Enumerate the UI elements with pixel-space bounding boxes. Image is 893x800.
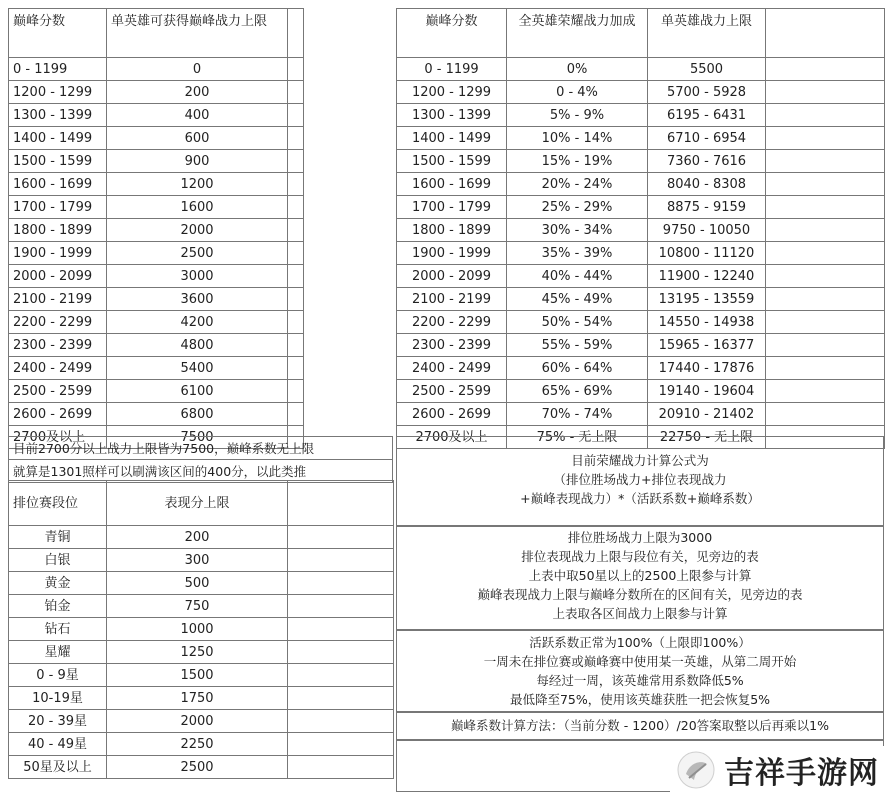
power-bonus-cell: 30% - 34% <box>507 219 648 242</box>
empty-cell <box>766 9 885 58</box>
power-bonus-cell: 15% - 19% <box>507 150 648 173</box>
empty-cell <box>766 380 885 403</box>
formula-box <box>396 436 884 526</box>
score-range-cell: 1500 - 1599 <box>9 150 107 173</box>
empty-cell <box>766 242 885 265</box>
score-range-cell: 0 - 1199 <box>9 58 107 81</box>
power-limit-cell: 1600 <box>107 196 288 219</box>
table-row <box>9 380 304 403</box>
table-row <box>9 265 304 288</box>
score-limit-cell: 300 <box>107 549 288 572</box>
rank-table <box>8 480 394 779</box>
empty-cell <box>288 481 394 526</box>
empty-cell <box>288 265 304 288</box>
power-limit-cell: 3000 <box>107 265 288 288</box>
hero-limit-cell: 8040 - 8308 <box>648 173 766 196</box>
table-row <box>9 403 304 426</box>
table-row <box>9 572 394 595</box>
power-bonus-cell: 60% - 64% <box>507 357 648 380</box>
power-bonus-cell: 55% - 59% <box>507 334 648 357</box>
power-bonus-cell: 25% - 29% <box>507 196 648 219</box>
hero-limit-cell: 17440 - 17876 <box>648 357 766 380</box>
power-bonus-cell: 75% - 无上限 <box>507 426 648 449</box>
power-limit-cell: 2000 <box>107 219 288 242</box>
table-row <box>9 150 304 173</box>
score-range-cell: 1800 - 1899 <box>9 219 107 242</box>
score-range-cell: 2100 - 2199 <box>9 288 107 311</box>
power-limit-cell: 400 <box>107 104 288 127</box>
score-limit-cell: 1000 <box>107 618 288 641</box>
peak-formula-text: 巅峰系数计算方法：（当前分数 - 1200）/20答案取整以后再乘以1% <box>451 718 829 733</box>
score-range-cell: 0 - 1199 <box>397 58 507 81</box>
table-row <box>397 81 885 104</box>
explain-line: 巅峰表现战力上限与巅峰分数所在的区间有关，见旁边的表 <box>477 587 803 602</box>
empty-cell <box>766 58 885 81</box>
table-row <box>9 549 394 572</box>
power-bonus-cell: 40% - 44% <box>507 265 648 288</box>
hero-limit-cell: 22750 - 无上限 <box>648 426 766 449</box>
score-range-cell: 1500 - 1599 <box>397 150 507 173</box>
table-row <box>9 288 304 311</box>
score-range-cell: 2000 - 2099 <box>397 265 507 288</box>
empty-cell <box>288 595 394 618</box>
score-range-cell: 2500 - 2599 <box>397 380 507 403</box>
table-row <box>397 242 885 265</box>
power-limit-cell: 3600 <box>107 288 288 311</box>
empty-cell <box>288 104 304 127</box>
score-range-cell: 2300 - 2399 <box>9 334 107 357</box>
empty-cell <box>766 150 885 173</box>
table-row <box>9 687 394 710</box>
hero-limit-cell: 6710 - 6954 <box>648 127 766 150</box>
note-line: 目前2700分以上战力上限皆为7500，巅峰系数无上限 <box>9 437 393 460</box>
active-coefficient-box <box>396 630 884 712</box>
header-cell: 单英雄战力上限 <box>648 9 766 58</box>
empty-cell <box>288 618 394 641</box>
empty-cell <box>766 334 885 357</box>
empty-cell <box>766 196 885 219</box>
score-range-cell: 2100 - 2199 <box>397 288 507 311</box>
score-range-cell: 1200 - 1299 <box>9 81 107 104</box>
score-range-cell: 1400 - 1499 <box>9 127 107 150</box>
rank-tier-cell: 铂金 <box>9 595 107 618</box>
hero-limit-cell: 6195 - 6431 <box>648 104 766 127</box>
active-line: 最低降至75%，使用该英雄获胜一把会恢复5% <box>509 692 771 707</box>
power-bonus-cell: 10% - 14% <box>507 127 648 150</box>
score-range-cell: 1800 - 1899 <box>397 219 507 242</box>
active-line: 一周未在排位赛或巅峰赛中使用某一英雄，从第二周开始 <box>483 654 797 669</box>
empty-cell <box>766 127 885 150</box>
site-logo-icon <box>676 750 716 790</box>
explain-line: 上表取各区间战力上限参与计算 <box>552 606 728 621</box>
table-row <box>9 526 394 549</box>
hero-limit-cell: 14550 - 14938 <box>648 311 766 334</box>
empty-cell <box>288 242 304 265</box>
table-header-row <box>9 481 394 526</box>
empty-cell <box>288 58 304 81</box>
power-limit-cell: 4200 <box>107 311 288 334</box>
power-bonus-cell: 70% - 74% <box>507 403 648 426</box>
header-cell: 巅峰分数 <box>397 9 507 58</box>
score-range-cell: 1400 - 1499 <box>397 127 507 150</box>
table-row <box>9 311 304 334</box>
table-row <box>397 311 885 334</box>
empty-cell <box>766 265 885 288</box>
power-limit-cell: 5400 <box>107 357 288 380</box>
table-row <box>9 219 304 242</box>
table-row <box>9 58 304 81</box>
note-line: 就算是1301照样可以刷满该区间的400分，以此类推 <box>9 460 393 483</box>
hero-limit-cell: 13195 - 13559 <box>648 288 766 311</box>
peak-coefficient-box <box>396 712 884 740</box>
empty-cell <box>288 572 394 595</box>
score-range-cell: 1900 - 1999 <box>9 242 107 265</box>
table-row <box>9 710 394 733</box>
score-limit-cell: 1250 <box>107 641 288 664</box>
table-row <box>397 196 885 219</box>
table-row <box>9 334 304 357</box>
score-range-cell: 1200 - 1299 <box>397 81 507 104</box>
score-range-cell: 2400 - 2499 <box>397 357 507 380</box>
power-bonus-cell: 50% - 54% <box>507 311 648 334</box>
table-row <box>397 265 885 288</box>
empty-cell <box>288 756 394 779</box>
active-line: 每经过一周，该英雄常用系数降低5% <box>536 673 744 688</box>
power-limit-cell: 600 <box>107 127 288 150</box>
rank-tier-cell: 50星及以上 <box>9 756 107 779</box>
hero-limit-cell: 5700 - 5928 <box>648 81 766 104</box>
table-row <box>9 733 394 756</box>
table-row <box>397 104 885 127</box>
empty-cell <box>288 357 304 380</box>
score-limit-cell: 2250 <box>107 733 288 756</box>
formula-line: 目前荣耀战力计算公式为 <box>571 453 709 468</box>
score-range-cell: 2600 - 2699 <box>9 403 107 426</box>
formula-line: （排位胜场战力+排位表现战力 <box>553 472 727 487</box>
table-row <box>9 173 304 196</box>
score-range-cell: 2400 - 2499 <box>9 357 107 380</box>
empty-cell <box>288 81 304 104</box>
score-range-cell: 2000 - 2099 <box>9 265 107 288</box>
empty-cell <box>288 664 394 687</box>
empty-cell <box>766 403 885 426</box>
power-bonus-cell: 5% - 9% <box>507 104 648 127</box>
table-row <box>397 150 885 173</box>
power-limit-cell: 900 <box>107 150 288 173</box>
score-range-cell: 1900 - 1999 <box>397 242 507 265</box>
empty-cell <box>766 311 885 334</box>
formula-line: +巅峰表现战力）*（活跃系数+巅峰系数） <box>520 491 760 506</box>
score-range-cell: 2700及以上 <box>397 426 507 449</box>
power-limit-cell: 6100 <box>107 380 288 403</box>
table-row <box>397 357 885 380</box>
empty-cell <box>766 173 885 196</box>
empty-cell <box>288 549 394 572</box>
empty-cell <box>288 127 304 150</box>
hero-limit-cell: 15965 - 16377 <box>648 334 766 357</box>
power-bonus-cell: 65% - 69% <box>507 380 648 403</box>
score-range-cell: 1300 - 1399 <box>397 104 507 127</box>
empty-cell <box>288 403 304 426</box>
score-range-cell: 2200 - 2299 <box>397 311 507 334</box>
empty-cell <box>288 150 304 173</box>
score-range-cell: 1300 - 1399 <box>9 104 107 127</box>
table-header-row <box>9 9 304 58</box>
score-range-cell: 2700及以上 <box>9 426 107 449</box>
power-limit-cell: 200 <box>107 81 288 104</box>
empty-cell <box>288 196 304 219</box>
power-bonus-cell: 0% <box>507 58 648 81</box>
hero-limit-cell: 20910 - 21402 <box>648 403 766 426</box>
empty-cell <box>766 288 885 311</box>
power-limit-cell: 4800 <box>107 334 288 357</box>
rank-tier-cell: 青铜 <box>9 526 107 549</box>
empty-cell <box>288 710 394 733</box>
table-row <box>397 288 885 311</box>
table-row <box>9 242 304 265</box>
score-range-cell: 1600 - 1699 <box>397 173 507 196</box>
empty-cell <box>766 104 885 127</box>
table-row <box>397 334 885 357</box>
rank-tier-cell: 0 - 9星 <box>9 664 107 687</box>
rank-tier-cell: 星耀 <box>9 641 107 664</box>
hero-limit-cell: 10800 - 11120 <box>648 242 766 265</box>
rank-tier-cell: 20 - 39星 <box>9 710 107 733</box>
power-limit-cell: 7500 <box>107 426 288 449</box>
table-row <box>397 403 885 426</box>
empty-cell <box>288 526 394 549</box>
empty-cell <box>766 219 885 242</box>
power-bonus-cell: 0 - 4% <box>507 81 648 104</box>
score-limit-cell: 1750 <box>107 687 288 710</box>
table-row <box>397 219 885 242</box>
header-cell: 巅峰分数 <box>9 9 107 58</box>
score-limit-cell: 1500 <box>107 664 288 687</box>
hero-limit-cell: 5500 <box>648 58 766 81</box>
score-range-cell: 2600 - 2699 <box>397 403 507 426</box>
hero-limit-cell: 8875 - 9159 <box>648 196 766 219</box>
explain-line: 排位胜场战力上限为3000 <box>567 530 713 545</box>
power-limit-cell: 6800 <box>107 403 288 426</box>
score-limit-cell: 200 <box>107 526 288 549</box>
score-range-cell: 2300 - 2399 <box>397 334 507 357</box>
table-row <box>9 104 304 127</box>
power-limit-cell: 0 <box>107 58 288 81</box>
header-cell: 全英雄荣耀战力加成 <box>507 9 648 58</box>
rank-tier-cell: 10-19星 <box>9 687 107 710</box>
empty-cell <box>288 687 394 710</box>
empty-cell <box>288 219 304 242</box>
table-header-row <box>397 9 885 58</box>
table-row <box>9 196 304 219</box>
table-row <box>9 127 304 150</box>
hero-limit-cell: 7360 - 7616 <box>648 150 766 173</box>
empty-cell <box>288 173 304 196</box>
table-row <box>9 81 304 104</box>
power-limit-cell: 2500 <box>107 242 288 265</box>
hero-limit-cell: 9750 - 10050 <box>648 219 766 242</box>
rank-tier-cell: 黄金 <box>9 572 107 595</box>
notes-table <box>8 436 393 483</box>
rank-tier-cell: 40 - 49星 <box>9 733 107 756</box>
table-row <box>9 595 394 618</box>
peak-score-table <box>8 8 304 449</box>
table-row <box>9 641 394 664</box>
empty-cell <box>288 641 394 664</box>
table-row <box>397 380 885 403</box>
table-row <box>9 618 394 641</box>
table-row <box>9 664 394 687</box>
power-bonus-cell: 45% - 49% <box>507 288 648 311</box>
rank-tier-cell: 白银 <box>9 549 107 572</box>
table-row <box>397 127 885 150</box>
score-limit-cell: 2500 <box>107 756 288 779</box>
table-row <box>9 357 304 380</box>
empty-cell <box>288 334 304 357</box>
table-row <box>397 58 885 81</box>
rank-tier-cell: 钻石 <box>9 618 107 641</box>
score-range-cell: 1600 - 1699 <box>9 173 107 196</box>
watermark <box>670 746 885 794</box>
header-cell: 排位赛段位 <box>9 481 107 526</box>
score-range-cell: 2200 - 2299 <box>9 311 107 334</box>
hero-power-table <box>396 8 885 449</box>
table-row <box>397 173 885 196</box>
header-cell: 表现分上限 <box>107 481 288 526</box>
score-limit-cell: 2000 <box>107 710 288 733</box>
empty-cell <box>288 380 304 403</box>
table-row <box>9 756 394 779</box>
explain-box <box>396 526 884 630</box>
empty-cell <box>288 733 394 756</box>
power-limit-cell: 1200 <box>107 173 288 196</box>
score-limit-cell: 750 <box>107 595 288 618</box>
hero-limit-cell: 11900 - 12240 <box>648 265 766 288</box>
score-limit-cell: 500 <box>107 572 288 595</box>
explain-line: 排位表现战力上限与段位有关，见旁边的表 <box>521 549 759 564</box>
explain-line: 上表中取50星以上的2500上限参与计算 <box>528 568 752 583</box>
watermark-text: 吉祥手游网 <box>724 756 879 791</box>
empty-cell <box>288 9 304 58</box>
empty-cell <box>766 357 885 380</box>
empty-cell <box>288 288 304 311</box>
score-range-cell: 2500 - 2599 <box>9 380 107 403</box>
empty-cell <box>288 311 304 334</box>
power-bonus-cell: 35% - 39% <box>507 242 648 265</box>
score-range-cell: 1700 - 1799 <box>9 196 107 219</box>
header-cell: 单英雄可获得巅峰战力上限 <box>107 9 288 58</box>
power-bonus-cell: 20% - 24% <box>507 173 648 196</box>
score-range-cell: 1700 - 1799 <box>397 196 507 219</box>
hero-limit-cell: 19140 - 19604 <box>648 380 766 403</box>
empty-cell <box>766 81 885 104</box>
active-line: 活跃系数正常为100%（上限即100%） <box>529 635 751 650</box>
